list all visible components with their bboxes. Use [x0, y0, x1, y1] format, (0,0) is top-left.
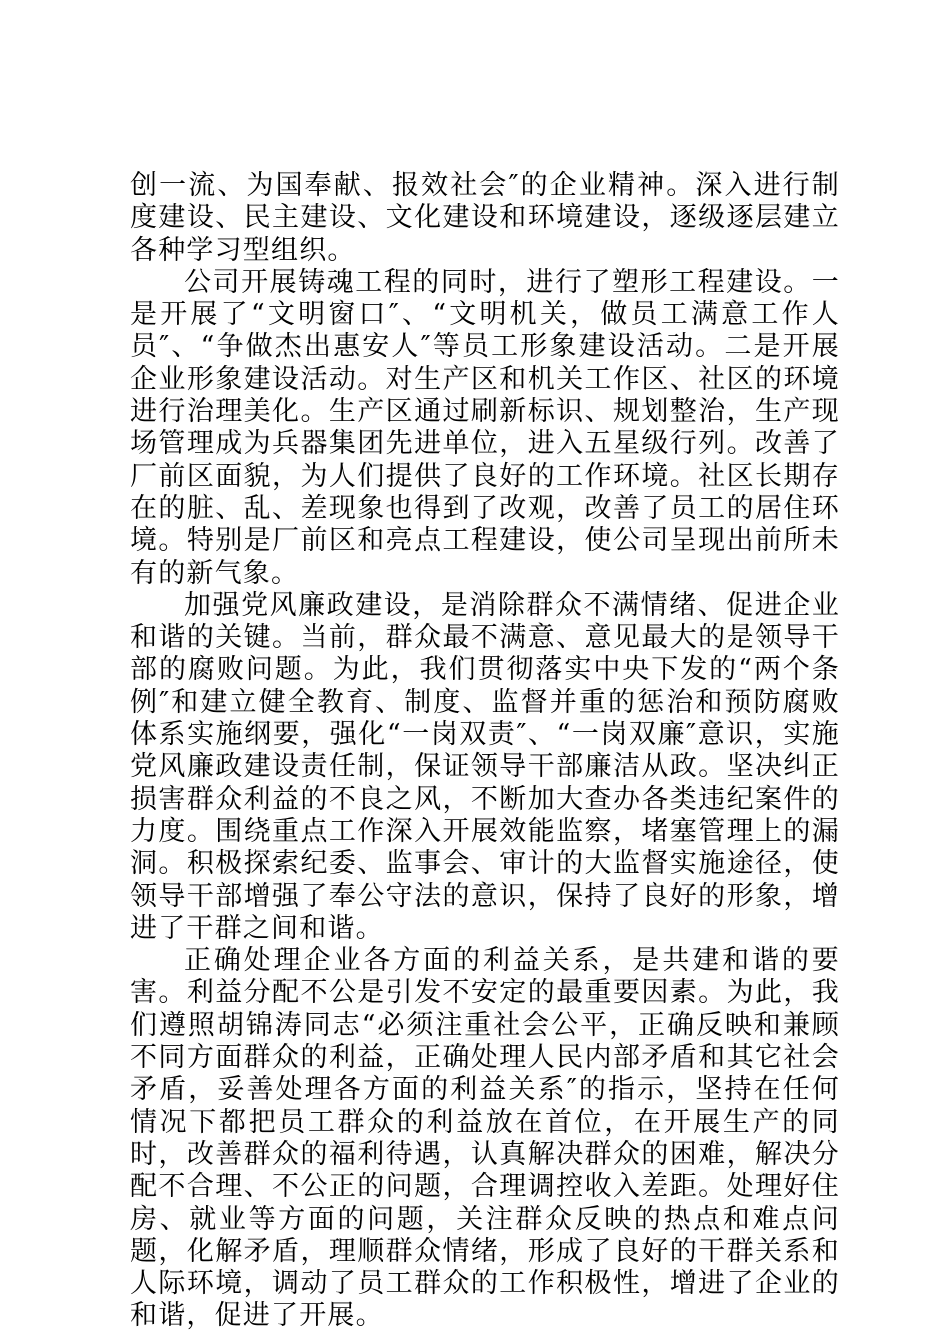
paragraph-interest-relations: 正确处理企业各方面的利益关系，是共建和谐的要害。利益分配不公是引发不安定的最重要因素。为此，我们遵照胡锦涛同志“必须注重社会公平，正确反映和兼顾不同方面群众的利益，正确处理人民内部矛盾和其它社会矛盾，妥善处理各方面的利益关系″的指示，坚持在任何情况下都把员工群众的利益放在首位，在开展生产的同时，改善群众的福利待遇，认真解决群众的困难，解决分配不合理、不公正的问题，合理调控收入差距。处理好住房、就业等方面的问题，关注群众反映的热点和难点问题，化解矛盾，理顺群众情绪，形成了良好的干群关系和人际环境，调动了员工群众的工作积极性，增进了企业的和谐，促进了开展。 [130, 945, 840, 1332]
paragraph-anti-corruption: 加强党风廉政建设，是消除群众不满情绪、促进企业和谐的关键。当前，群众最不满意、意见最大的是领导干部的腐败问题。为此，我们贯彻落实中央下发的“两个条例″和建立健全教育、制度、监督并重的惩治和预防腐败体系实施纲要，强化“一岗双责″、“一岗双廉″意识，实施党风廉政建设责任制，保证领导干部廉洁从政。坚决纠正损害群众利益的不良之风，不断加大查办各类违纪案件的力度。围绕重点工作深入开展效能监察，堵塞管理上的漏洞。积极探索纪委、监事会、审计的大监督实施途径，使领导干部增强了奉公守法的意识，保持了良好的形象，增进了干群之间和谐。 [130, 589, 840, 944]
paragraph-image-building: 公司开展铸魂工程的同时，进行了塑形工程建设。一是开展了“文明窗口″、“文明机关，做员工满意工作人员″、“争做杰出惠安人″等员工形象建设活动。二是开展企业形象建设活动。对生产区和机关工作区、社区的环境进行治理美化。生产区通过刷新标识、规划整治，生产现场管理成为兵器集团先进单位，进入五星级行列。改善了厂前区面貌，为人们提供了良好的工作环境。社区长期存在的脏、乱、差现象也得到了改观，改善了员工的居住环境。特别是厂前区和亮点工程建设，使公司呈现出前所未有的新气象。 [130, 266, 840, 589]
paragraph-continued: 创一流、为国奉献、报效社会″的企业精神。深入进行制度建设、民主建设、文化建设和环境建设，逐级逐层建立各种学习型组织。 [130, 170, 840, 266]
document-body [130, 170, 840, 1333]
